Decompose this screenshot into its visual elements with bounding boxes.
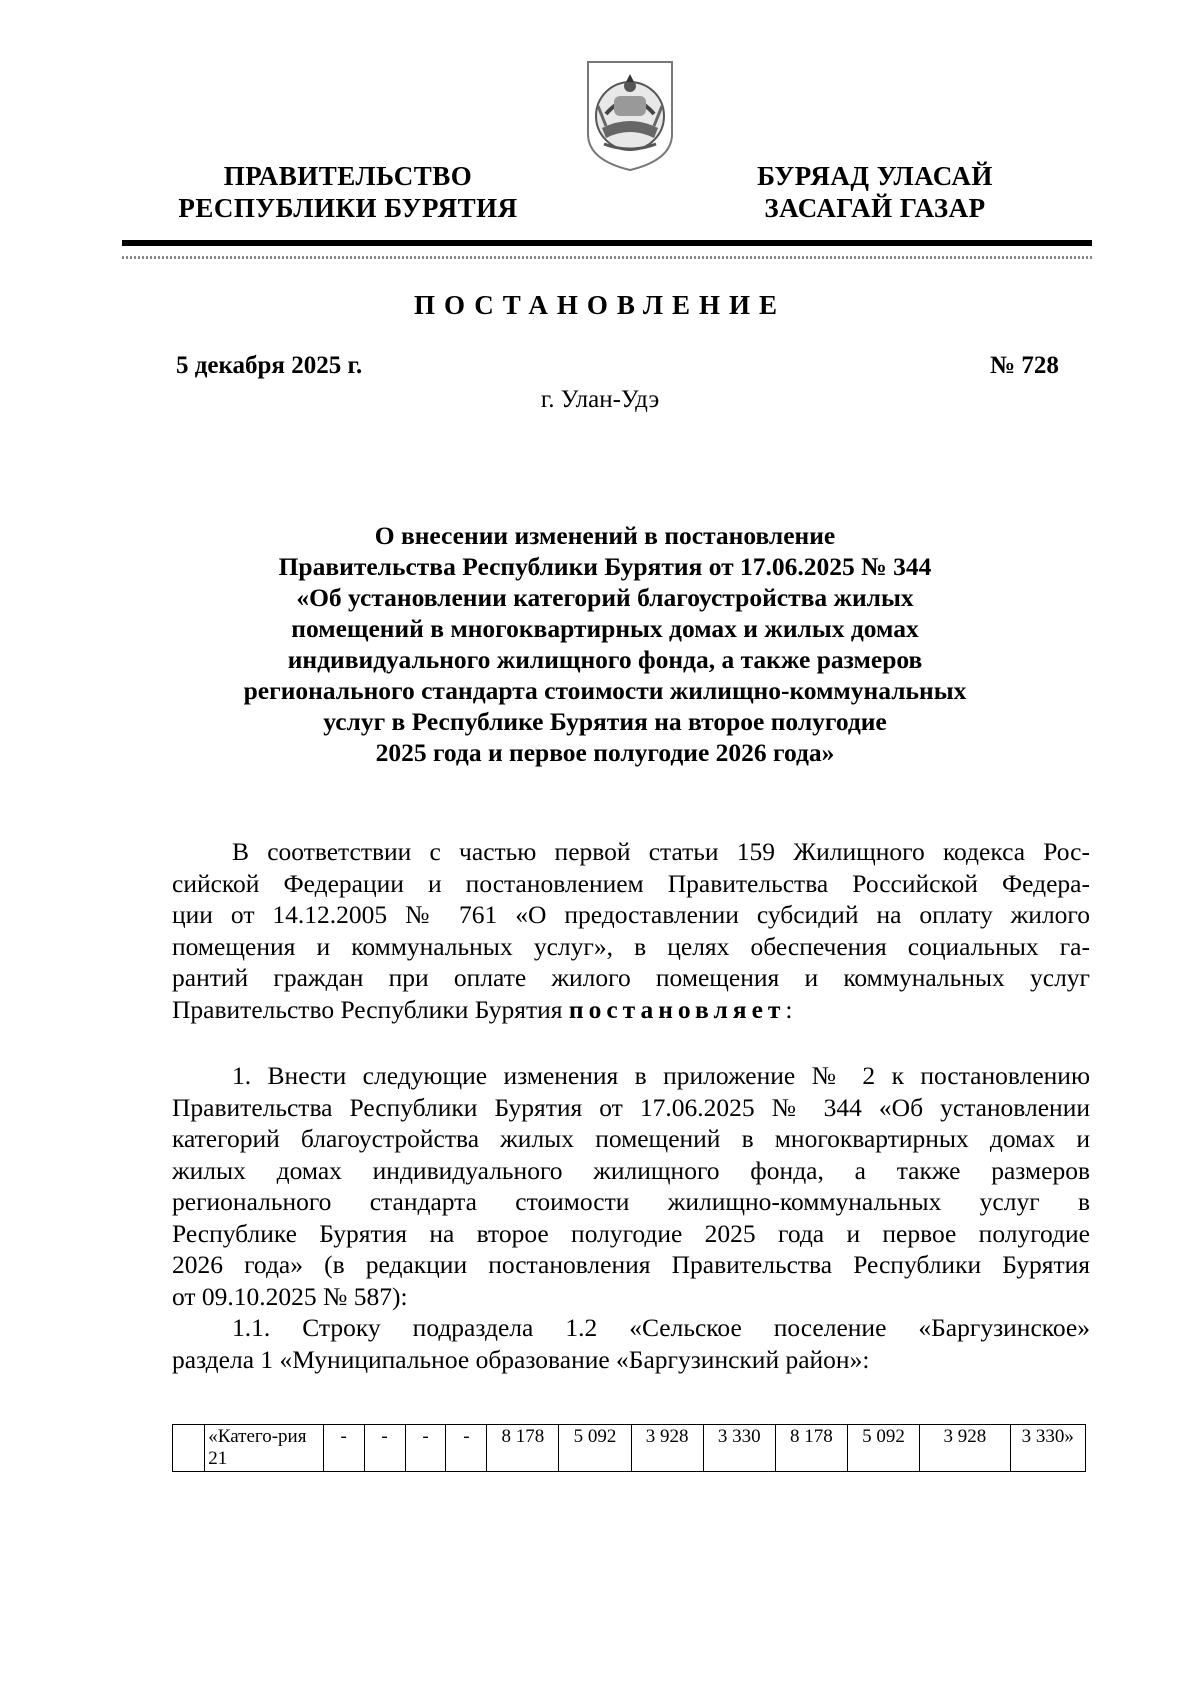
table-cell	[173, 1425, 205, 1472]
item1-line: Правительства Республики Бурятия от 17.06.2025 № 344 «Об установлении	[172, 1092, 1090, 1122]
preamble-line: рантий граждан при оплате жилого помещения и коммунальных услуг	[172, 963, 1090, 992]
document-city: г. Улан-Удэ	[540, 386, 660, 413]
table-cell: 3 330»	[1010, 1425, 1085, 1472]
item1-line: 1. Внести следующие изменения в приложение № 2 к постановлению	[232, 1061, 1090, 1090]
preamble-line: помещения и коммунальных услуг», в целях обеспечения социальных га-	[172, 931, 1090, 961]
table-cell: 5 092	[847, 1425, 919, 1472]
item-1-paragraph	[172, 1060, 1090, 1375]
header-left-line2: РЕСПУБЛИКИ БУРЯТИЯ	[178, 193, 518, 223]
table-row	[173, 1425, 1086, 1472]
item1-line: категорий благоустройства жилых помещений в многоквартирных домах и	[172, 1124, 1090, 1153]
title-line: 2025 года и первое полугодие 2026 года»	[375, 738, 835, 767]
tariff-table	[172, 1424, 1086, 1472]
title-line: индивидуального жилищного фонда, а также размеров	[287, 645, 923, 674]
item1-line: регионального стандарта стоимости жилищно-коммунальных услуг в	[172, 1187, 1090, 1216]
preamble-line: ции от 14.12.2005 № 761 «О предоставлении субсидий на оплату жилого	[172, 900, 1090, 929]
title-line: услуг в Республике Бурятия на второе полугодие	[323, 707, 887, 736]
item1-line: Республике Бурятия на второе полугодие 2025 года и первое полугодие	[172, 1218, 1090, 1248]
preamble-last-prefix: Правительство Республики Бурятия	[172, 994, 569, 1024]
item1-line: от 09.10.2025 № 587):	[172, 1281, 408, 1311]
table-cell: 3 928	[920, 1425, 1010, 1472]
header-right-line2: ЗАСАГАЙ ГАЗАР	[764, 193, 986, 223]
table-cell: «Катего-рия 21	[205, 1425, 323, 1472]
item1-line: 1.1. Строку подраздела 1.2 «Сельское поселение «Баргузинское»	[232, 1313, 1090, 1342]
table-cell: 8 178	[775, 1425, 847, 1472]
decree-word: постановляет	[568, 994, 786, 1024]
preamble-line: В соответствии с частью первой статьи 159 Жилищного кодекса Рос-	[232, 837, 1090, 866]
title-line: помещений в многоквартирных домах и жилых домах	[291, 614, 919, 643]
item1-line: 2026 года» (в редакции постановления Правительства Республики Бурятия	[172, 1250, 1090, 1279]
table-cell: -	[323, 1425, 364, 1472]
item1-line: жилых домах индивидуального жилищного фонда, а также размеров	[172, 1155, 1090, 1185]
table-cell: 8 178	[487, 1425, 559, 1472]
document-number: № 728	[990, 352, 1059, 379]
preamble-last-suffix: :	[785, 994, 793, 1024]
document-title	[200, 520, 1010, 768]
table-cell: -	[446, 1425, 487, 1472]
table-cell: -	[364, 1425, 405, 1472]
preamble-paragraph	[172, 836, 1090, 1025]
header-left-line1: ПРАВИТЕЛЬСТВО	[223, 161, 473, 191]
table-cell: 3 928	[631, 1425, 703, 1472]
table-cell: -	[405, 1425, 446, 1472]
coat-of-arms-icon	[584, 56, 676, 174]
table-cell: 3 330	[703, 1425, 775, 1472]
government-name-russian	[168, 160, 528, 224]
item1-line: раздела 1 «Муниципальное образование «Баргузинский район»:	[172, 1344, 870, 1374]
title-line: Правительства Республики Бурятия от 17.06.2025 № 344	[278, 552, 932, 581]
document-date: 5 декабря 2025 г.	[176, 352, 363, 379]
government-name-buryat	[745, 160, 1005, 224]
table-cell: 5 092	[559, 1425, 631, 1472]
title-line: «Об установлении категорий благоустройства жилых	[296, 583, 914, 612]
title-line: О внесении изменений в постановление	[374, 521, 836, 550]
title-line: регионального стандарта стоимости жилищно-коммунальных	[243, 676, 967, 705]
preamble-line: сийской Федерации и постановлением Правительства Российской Федера-	[172, 868, 1090, 898]
header-divider-thin	[122, 256, 1092, 259]
header-divider-thick	[122, 240, 1092, 246]
header-right-line1: БУРЯАД УЛАСАЙ	[757, 161, 993, 191]
preamble-last-line	[172, 994, 1090, 1026]
document-type: ПОСТАНОВЛЕНИЕ	[413, 290, 787, 320]
